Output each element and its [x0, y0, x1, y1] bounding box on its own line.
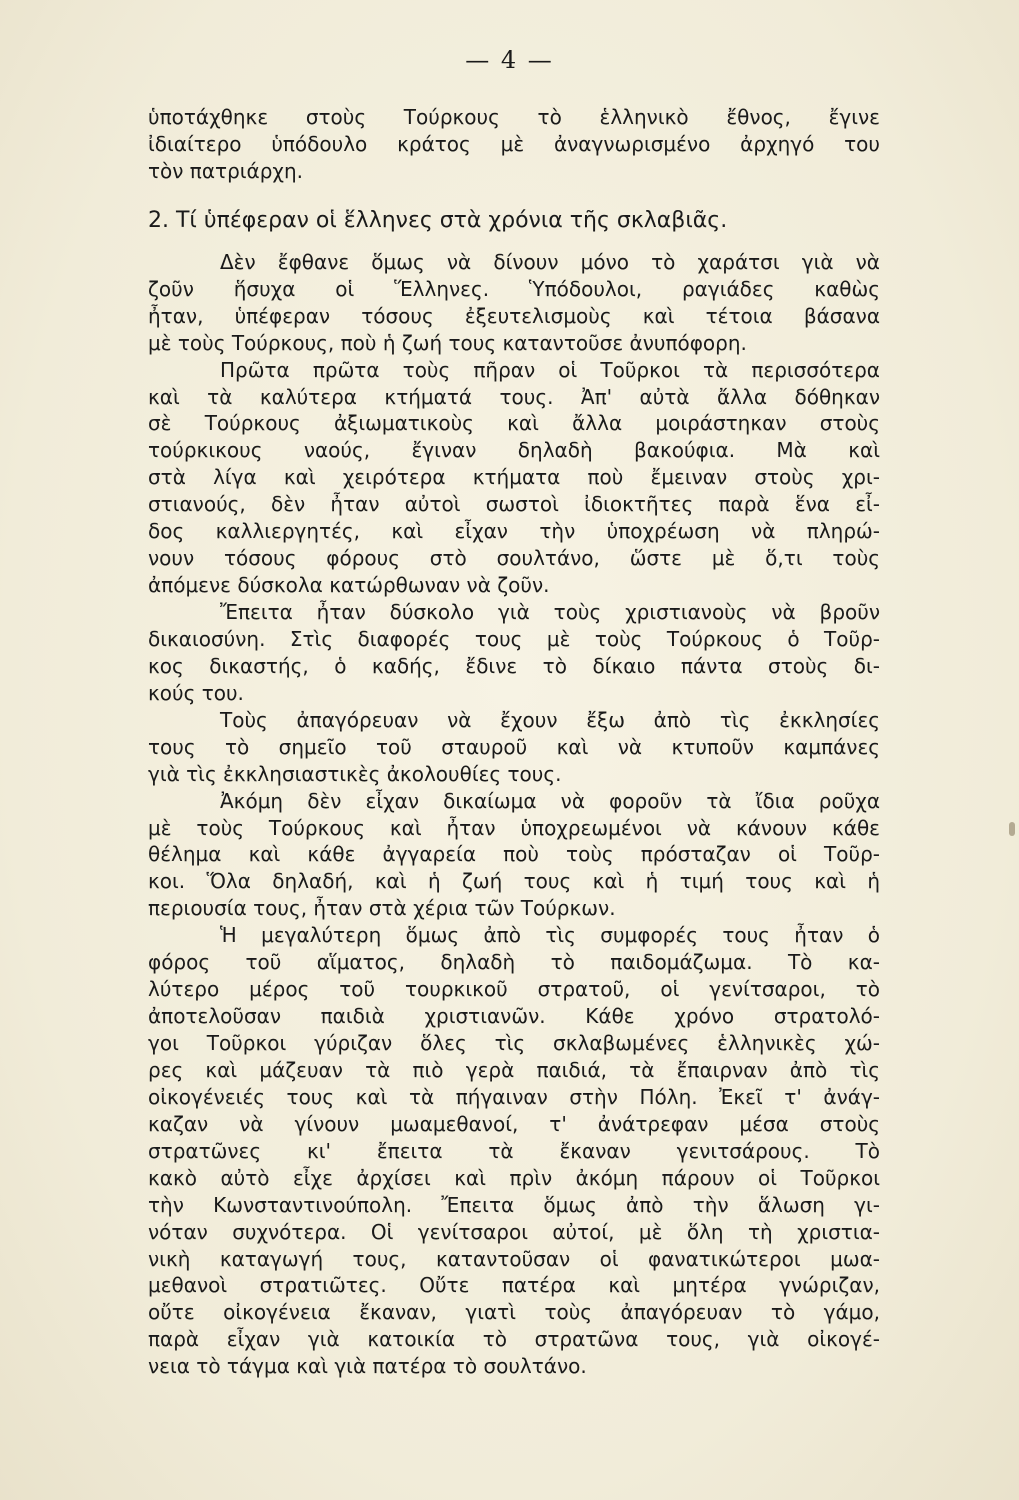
paragraph-first-line: Ἔπειτα ἦταν δύσκολο γιὰ τοὺς χριστιανοὺς νὰ βροῦν: [220, 600, 880, 624]
text-line: μὲ τοὺς Τούρκους καὶ ἦταν ὑποχρεωμένοι νὰ κάνουν κάθε: [148, 815, 880, 840]
text-line: νουν τόσους φόρους στὸ σουλτάνο, ὥστε μὲ ὅ,τι τοὺς: [148, 546, 880, 571]
text-line: θέλημα καὶ κάθε ἀγγαρεία ποὺ τοὺς πρόσταζαν οἱ Τοῦρ-: [148, 842, 880, 867]
text-line: δος καλλιεργητές, καὶ εἶχαν τὴν ὑποχρέωση νὰ πληρώ-: [148, 519, 880, 544]
text-line: οἰκογένειές τους καὶ τὰ πήγαιναν στὴν Πόλη. Ἐκεῖ τ' ἀνάγ-: [148, 1084, 880, 1109]
text-line: παρὰ εἶχαν γιὰ κατοικία τὸ στρατῶνα τους, γιὰ οἰκογέ-: [148, 1327, 880, 1352]
text-line: σὲ Τούρκους ἀξιωματικοὺς καὶ ἄλλα μοιράστηκαν στοὺς: [148, 411, 880, 436]
text-line: τους τὸ σημεῖο τοῦ σταυροῦ καὶ νὰ κτυποῦν καμπάνες: [148, 734, 880, 759]
text-line: δικαιοσύνη. Στὶς διαφορές τους μὲ τοὺς Τούρκους ὁ Τοῦρ-: [148, 626, 880, 651]
text-line: τούρκικους ναούς, ἔγιναν δηλαδὴ βακούφια. Μὰ καὶ: [148, 438, 880, 463]
paper-blemish: [1009, 822, 1015, 836]
text-line: στρατῶνες κι' ἔπειτα τὰ ἔκαναν γενιτσάρους. Τὸ: [148, 1138, 880, 1163]
text-line: ρες καὶ μάζευαν τὰ πιὸ γερὰ παιδιά, τὰ ἔπαιρναν ἀπὸ τὶς: [148, 1057, 880, 1082]
text-line: κούς του.: [148, 680, 244, 705]
text-line: ἀποτελοῦσαν παιδιὰ χριστιανῶν. Κάθε χρόνο στρατολό-: [148, 1004, 880, 1029]
text-line: γιὰ τὶς ἐκκλησιαστικὲς ἀκολουθίες τους.: [148, 761, 562, 786]
section-heading: 2. Τί ὑπέφεραν οἱ ἕλληνες στὰ χρόνια τῆς σκλαβιᾶς.: [148, 207, 728, 233]
text-line: φόρος τοῦ αἵματος, δηλαδὴ τὸ παιδομάζωμα. Τὸ κα-: [148, 950, 880, 975]
paragraph-first-line: Τοὺς ἀπαγόρευαν νὰ ἔχουν ἔξω ἀπὸ τὶς ἐκκλησίες: [220, 707, 880, 732]
body-text: [148, 104, 880, 1380]
text-line: τὸν πατριάρχη.: [148, 158, 303, 183]
text-line: ὑποτάχθηκε στοὺς Τούρκους τὸ ἑλληνικὸ ἔθνος, ἔγινε: [148, 105, 880, 129]
text-line: νεια τὸ τάγμα καὶ γιὰ πατέρα τὸ σουλτάνο.: [148, 1354, 587, 1379]
text-line: νόταν συχνότερα. Οἱ γενίτσαροι αὐτοί, μὲ ὅλη τὴ χριστια-: [148, 1219, 880, 1244]
page-number: — 4 —: [465, 46, 554, 74]
text-line: κοι. Ὅλα δηλαδή, καὶ ἡ ζωή τους καὶ ἡ τιμή τους καὶ ἡ: [148, 869, 880, 894]
text-line: ἀπόμενε δύσκολα κατώρθωναν νὰ ζοῦν.: [148, 573, 550, 598]
text-line: νικὴ καταγωγή τους, καταντοῦσαν οἱ φανατικώτεροι μωα-: [148, 1246, 880, 1271]
text-line: ἦταν, ὑπέφεραν τόσους ἐξευτελισμοὺς καὶ τέτοια βάσανα: [148, 303, 880, 328]
paragraph-first-line: Πρῶτα πρῶτα τοὺς πῆραν οἱ Τοῦρκοι τὰ περισσότερα: [220, 357, 880, 382]
text-line: μὲ τοὺς Τούρκους, ποὺ ἡ ζωή τους καταντοῦσε ἀνυπόφορη.: [148, 330, 747, 355]
text-line: καὶ τὰ καλύτερα κτήματά τους. Ἀπ' αὐτὰ ἄλλα δόθηκαν: [148, 384, 880, 409]
text-line: λύτερο μέρος τοῦ τουρκικοῦ στρατοῦ, οἱ γενίτσαροι, τὸ: [148, 977, 880, 1002]
text-line: καζαν νὰ γίνουν μωαμεθανοί, τ' ἀνάτρεφαν μέσα στοὺς: [148, 1111, 880, 1136]
text-line: οὔτε οἰκογένεια ἔκαναν, γιατὶ τοὺς ἀπαγόρευαν τὸ γάμο,: [148, 1300, 880, 1325]
paragraph-first-line: Ἡ μεγαλύτερη ὅμως ἀπὸ τὶς συμφορές τους ἦταν ὁ: [220, 923, 880, 948]
text-line: ἰδιαίτερο ὑπόδουλο κράτος μὲ ἀναγνωρισμένο ἀρχηγό του: [148, 131, 880, 156]
text-line: ζοῦν ἥσυχα οἱ Ἕλληνες. Ὑπόδουλοι, ραγιάδες καθὼς: [148, 276, 880, 301]
section-gap: [148, 239, 880, 249]
section-gap: [148, 185, 880, 203]
text-line: περιουσία τους, ἦταν στὰ χέρια τῶν Τούρκων.: [148, 896, 616, 921]
text-line: τὴν Κωνσταντινούπολη. Ἔπειτα ὅμως ἀπὸ τὴν ἅλωση γι-: [148, 1192, 880, 1217]
paragraph-first-line: Ἀκόμη δὲν εἶχαν δικαίωμα νὰ φοροῦν τὰ ἴδια ροῦχα: [220, 788, 880, 813]
text-line: στιανούς, δὲν ἦταν αὐτοὶ σωστοὶ ἰδιοκτῆτες παρὰ ἕνα εἶ-: [148, 492, 880, 517]
text-line: γοι Τοῦρκοι γύριζαν ὅλες τὶς σκλαβωμένες ἑλληνικὲς χώ-: [148, 1031, 880, 1055]
text-line: κος δικαστής, ὁ καδής, ἔδινε τὸ δίκαιο πάντα στοὺς δι-: [148, 653, 880, 678]
text-line: στὰ λίγα καὶ χειρότερα κτήματα ποὺ ἔμειναν στοὺς χρι-: [148, 465, 880, 490]
paragraph-first-line: Δὲν ἔφθανε ὅμως νὰ δίνουν μόνο τὸ χαράτσι γιὰ νὰ: [220, 249, 880, 274]
text-line: μεθανοὶ στρατιῶτες. Οὔτε πατέρα καὶ μητέρα γνώριζαν,: [148, 1273, 880, 1298]
text-line: κακὸ αὐτὸ εἶχε ἀρχίσει καὶ πρὶν ἀκόμη πάρουν οἱ Τοῦρκοι: [148, 1165, 880, 1190]
